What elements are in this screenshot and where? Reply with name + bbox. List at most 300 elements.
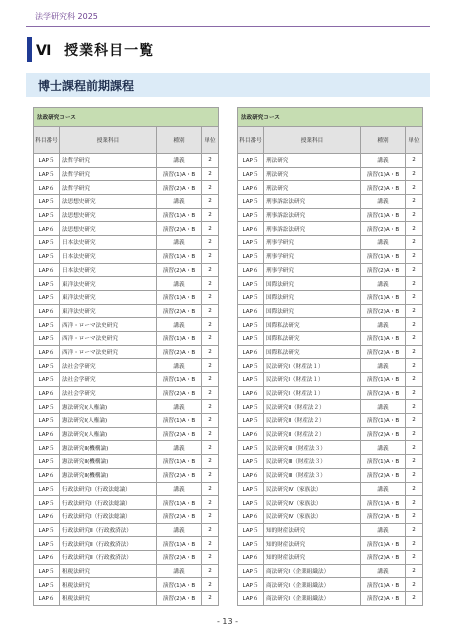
course-credits: 2 (406, 304, 423, 318)
course-type: 講義 (157, 441, 202, 455)
course-credits: 2 (202, 509, 219, 523)
course-credits: 2 (202, 578, 219, 592)
course-code: LAP５ (34, 359, 60, 373)
course-code: LAP５ (34, 236, 60, 250)
course-credits: 2 (406, 386, 423, 400)
course-code: LAP６ (34, 263, 60, 277)
course-credits: 2 (406, 441, 423, 455)
course-title: 西洋・ローマ法史研究 (60, 345, 157, 359)
course-title: 民法研究Ⅲ（財産法３） (264, 455, 361, 469)
course-type: 演習(1)A・B (361, 578, 406, 592)
course-credits: 2 (406, 550, 423, 564)
table-row (34, 154, 219, 168)
course-credits: 2 (202, 249, 219, 263)
table-row (238, 496, 423, 510)
course-credits: 2 (406, 290, 423, 304)
table-row (238, 154, 423, 168)
course-credits: 2 (202, 318, 219, 332)
column-header: 種別 (361, 127, 406, 154)
course-code: LAP５ (34, 154, 60, 168)
table-row (238, 441, 423, 455)
table-row (238, 167, 423, 181)
course-type: 講義 (361, 277, 406, 291)
course-type: 講義 (361, 441, 406, 455)
course-credits: 2 (406, 592, 423, 606)
table-row (34, 290, 219, 304)
course-type: 演習(2)A・B (157, 550, 202, 564)
course-code: LAP５ (238, 208, 264, 222)
course-credits: 2 (406, 537, 423, 551)
program-header: 法学研究科 2025 (35, 12, 98, 21)
course-title: 法社会学研究 (60, 373, 157, 387)
course-credits: 2 (202, 400, 219, 414)
course-title: 商法研究Ⅰ（企業組織法） (264, 564, 361, 578)
course-title: 行政法研究Ⅱ（行政救済法） (60, 550, 157, 564)
course-type: 演習(2)A・B (157, 345, 202, 359)
course-type: 演習(2)A・B (361, 345, 406, 359)
table-row (34, 482, 219, 496)
course-type: 演習(1)A・B (157, 414, 202, 428)
course-credits: 2 (406, 277, 423, 291)
course-title: 国際法研究 (264, 304, 361, 318)
table-row (34, 523, 219, 537)
table-row (34, 496, 219, 510)
course-credits: 2 (202, 331, 219, 345)
course-title: 刑事学研究 (264, 263, 361, 277)
course-credits: 2 (406, 345, 423, 359)
course-type: 演習(2)A・B (157, 386, 202, 400)
table-row (238, 455, 423, 469)
course-type: 演習(1)A・B (157, 331, 202, 345)
course-title: 刑事訴訟法研究 (264, 195, 361, 209)
table-row (238, 537, 423, 551)
course-title: 国際法研究 (264, 290, 361, 304)
course-code: LAP６ (34, 345, 60, 359)
course-type: 演習(1)A・B (361, 249, 406, 263)
course-type: 演習(2)A・B (361, 427, 406, 441)
course-type: 演習(2)A・B (157, 263, 202, 277)
table-row (34, 236, 219, 250)
course-title: 行政法研究Ⅰ（行政法総論） (60, 496, 157, 510)
course-title: 租税法研究 (60, 578, 157, 592)
table-row (34, 455, 219, 469)
course-table-left (33, 107, 219, 606)
course-type: 講義 (157, 154, 202, 168)
table-row (34, 249, 219, 263)
column-header: 単位 (406, 127, 423, 154)
course-credits: 2 (202, 304, 219, 318)
course-code: LAP５ (238, 195, 264, 209)
course-title: 国際私法研究 (264, 331, 361, 345)
course-credits: 2 (406, 222, 423, 236)
course-type: 講義 (361, 523, 406, 537)
table-row (34, 386, 219, 400)
table-row (34, 263, 219, 277)
course-credits: 2 (406, 359, 423, 373)
table-row (34, 373, 219, 387)
table-row (238, 290, 423, 304)
table-row (238, 249, 423, 263)
course-type: 講義 (361, 236, 406, 250)
course-title: 東洋法史研究 (60, 290, 157, 304)
table-row (238, 331, 423, 345)
course-type: 演習(1)A・B (361, 373, 406, 387)
course-code: LAP５ (238, 441, 264, 455)
course-title: 日本法史研究 (60, 249, 157, 263)
course-code: LAP５ (238, 455, 264, 469)
course-credits: 2 (406, 564, 423, 578)
course-type: 講義 (361, 359, 406, 373)
course-credits: 2 (202, 181, 219, 195)
course-credits: 2 (406, 373, 423, 387)
course-title: 刑法研究 (264, 154, 361, 168)
course-type: 演習(2)A・B (361, 222, 406, 236)
course-code: LAP５ (34, 208, 60, 222)
table-row (238, 373, 423, 387)
column-header: 単位 (202, 127, 219, 154)
course-code: LAP５ (34, 441, 60, 455)
course-code: LAP５ (238, 414, 264, 428)
course-credits: 2 (406, 427, 423, 441)
course-type: 講義 (157, 318, 202, 332)
table-row (238, 318, 423, 332)
course-code: LAP５ (34, 564, 60, 578)
course-type: 演習(1)A・B (157, 496, 202, 510)
course-type: 演習(2)A・B (361, 550, 406, 564)
header-rule (26, 26, 430, 27)
table-row (238, 468, 423, 482)
course-type: 講義 (361, 564, 406, 578)
table-row (34, 222, 219, 236)
course-name: 法政研究コース (34, 108, 219, 127)
table-row (238, 592, 423, 606)
section-accent-bar (27, 37, 32, 62)
table-row (238, 181, 423, 195)
course-title: 民法研究Ⅱ（財産法２） (264, 427, 361, 441)
course-type: 講義 (157, 236, 202, 250)
table-row (34, 318, 219, 332)
course-code: LAP６ (34, 181, 60, 195)
course-credits: 2 (202, 455, 219, 469)
table-row (34, 564, 219, 578)
course-credits: 2 (406, 578, 423, 592)
table-row (238, 236, 423, 250)
course-credits: 2 (202, 222, 219, 236)
course-title: 法哲学研究 (60, 167, 157, 181)
course-title: 東洋法史研究 (60, 277, 157, 291)
course-code: LAP５ (238, 249, 264, 263)
course-credits: 2 (406, 455, 423, 469)
course-title: 民法研究Ⅱ（財産法２） (264, 414, 361, 428)
course-type: 演習(1)A・B (361, 331, 406, 345)
table-row (34, 277, 219, 291)
course-code: LAP５ (238, 167, 264, 181)
course-code: LAP５ (34, 496, 60, 510)
course-code: LAP５ (34, 523, 60, 537)
table-row (238, 427, 423, 441)
course-title: 商法研究Ⅰ（企業組織法） (264, 592, 361, 606)
course-credits: 2 (202, 277, 219, 291)
course-credits: 2 (202, 208, 219, 222)
course-type: 演習(1)A・B (157, 290, 202, 304)
course-code: LAP５ (238, 277, 264, 291)
course-title: 民法研究Ⅳ（家族法） (264, 496, 361, 510)
course-code: LAP５ (238, 537, 264, 551)
course-credits: 2 (406, 195, 423, 209)
course-code: LAP５ (34, 290, 60, 304)
subsection-title: 博士課程前期課程 (38, 79, 135, 93)
table-row (238, 345, 423, 359)
course-type: 演習(2)A・B (361, 181, 406, 195)
course-type: 演習(1)A・B (361, 208, 406, 222)
course-code: LAP６ (238, 592, 264, 606)
course-type: 演習(1)A・B (157, 373, 202, 387)
course-title: 憲法研究Ⅰ(人権論) (60, 427, 157, 441)
course-title: 知的財産法研究 (264, 537, 361, 551)
course-type: 演習(2)A・B (361, 304, 406, 318)
course-title: 民法研究Ⅰ（財産法１） (264, 359, 361, 373)
course-type: 演習(2)A・B (157, 592, 202, 606)
table-row (34, 304, 219, 318)
table-row (34, 550, 219, 564)
course-title: 刑事学研究 (264, 249, 361, 263)
course-title: 民法研究Ⅳ（家族法） (264, 509, 361, 523)
course-code: LAP６ (238, 386, 264, 400)
table-row (238, 414, 423, 428)
course-code: LAP５ (34, 277, 60, 291)
course-type: 演習(2)A・B (361, 509, 406, 523)
course-credits: 2 (406, 236, 423, 250)
course-title: 法思想史研究 (60, 208, 157, 222)
course-title: 法哲学研究 (60, 181, 157, 195)
column-header: 科目番号 (34, 127, 60, 154)
course-type: 講義 (361, 318, 406, 332)
course-type: 講義 (361, 400, 406, 414)
course-credits: 2 (202, 523, 219, 537)
course-credits: 2 (202, 167, 219, 181)
course-code: LAP６ (34, 509, 60, 523)
course-title: 憲法研究Ⅰ(人権論) (60, 414, 157, 428)
course-type: 演習(1)A・B (361, 167, 406, 181)
table-row (34, 427, 219, 441)
course-code: LAP５ (34, 318, 60, 332)
course-credits: 2 (406, 482, 423, 496)
course-credits: 2 (406, 523, 423, 537)
course-type: 演習(2)A・B (361, 592, 406, 606)
course-code: LAP５ (34, 400, 60, 414)
course-type: 講義 (157, 359, 202, 373)
table-row (34, 359, 219, 373)
course-code: LAP６ (34, 386, 60, 400)
course-type: 講義 (157, 277, 202, 291)
course-code: LAP６ (34, 304, 60, 318)
course-title: 行政法研究Ⅰ（行政法総論） (60, 509, 157, 523)
course-code: LAP５ (238, 331, 264, 345)
course-type: 演習(2)A・B (361, 386, 406, 400)
table-row (34, 592, 219, 606)
course-code: LAP５ (238, 400, 264, 414)
table-row (238, 208, 423, 222)
column-header: 授業科目 (60, 127, 157, 154)
course-code: LAP５ (34, 331, 60, 345)
course-code: LAP５ (238, 564, 264, 578)
course-title: 民法研究Ⅰ（財産法１） (264, 373, 361, 387)
course-code: LAP６ (34, 550, 60, 564)
course-type: 演習(1)A・B (157, 167, 202, 181)
course-code: LAP５ (238, 523, 264, 537)
course-credits: 2 (202, 468, 219, 482)
course-credits: 2 (202, 154, 219, 168)
course-credits: 2 (202, 345, 219, 359)
table-row (34, 400, 219, 414)
course-credits: 2 (406, 509, 423, 523)
course-code: LAP６ (238, 509, 264, 523)
course-title: 商法研究Ⅰ（企業組織法） (264, 578, 361, 592)
course-code: LAP５ (34, 249, 60, 263)
course-code: LAP５ (34, 482, 60, 496)
table-row (238, 523, 423, 537)
course-title: 刑事訴訟法研究 (264, 222, 361, 236)
course-title: 民法研究Ⅲ（財産法３） (264, 468, 361, 482)
course-title: 憲法研究Ⅱ(機構論) (60, 468, 157, 482)
course-type: 演習(1)A・B (157, 578, 202, 592)
course-title: 民法研究Ⅰ（財産法１） (264, 386, 361, 400)
course-type: 演習(2)A・B (157, 181, 202, 195)
course-type: 演習(2)A・B (157, 427, 202, 441)
table-row (238, 195, 423, 209)
course-title: 憲法研究Ⅱ(機構論) (60, 455, 157, 469)
course-credits: 2 (202, 441, 219, 455)
column-header: 授業科目 (264, 127, 361, 154)
course-table-right (237, 107, 423, 606)
course-title: 知的財産法研究 (264, 550, 361, 564)
course-title: 民法研究Ⅳ（家族法） (264, 482, 361, 496)
course-type: 講義 (157, 400, 202, 414)
course-type: 演習(1)A・B (361, 537, 406, 551)
course-type: 講義 (361, 482, 406, 496)
course-code: LAP６ (238, 222, 264, 236)
course-credits: 2 (406, 167, 423, 181)
table-row (238, 386, 423, 400)
course-title: 西洋・ローマ法史研究 (60, 331, 157, 345)
course-title: 行政法研究Ⅱ（行政救済法） (60, 537, 157, 551)
course-title: 知的財産法研究 (264, 523, 361, 537)
course-title: 刑事学研究 (264, 236, 361, 250)
course-title: 法哲学研究 (60, 154, 157, 168)
course-code: LAP５ (34, 537, 60, 551)
course-type: 講義 (157, 195, 202, 209)
course-title: 日本法史研究 (60, 236, 157, 250)
course-title: 憲法研究Ⅰ(人権論) (60, 400, 157, 414)
course-type: 講義 (361, 154, 406, 168)
course-credits: 2 (202, 592, 219, 606)
course-code: LAP６ (34, 427, 60, 441)
course-code: LAP５ (34, 578, 60, 592)
course-credits: 2 (202, 564, 219, 578)
course-title: 法社会学研究 (60, 359, 157, 373)
course-type: 演習(1)A・B (361, 496, 406, 510)
course-title: 国際私法研究 (264, 345, 361, 359)
course-credits: 2 (406, 181, 423, 195)
table-row (34, 578, 219, 592)
table-row (34, 509, 219, 523)
course-credits: 2 (406, 318, 423, 332)
course-code: LAP５ (238, 236, 264, 250)
table-row (238, 359, 423, 373)
course-title: 国際私法研究 (264, 318, 361, 332)
course-code: LAP５ (238, 496, 264, 510)
course-code: LAP６ (238, 427, 264, 441)
course-title: 民法研究Ⅱ（財産法２） (264, 400, 361, 414)
course-type: 講義 (157, 482, 202, 496)
course-title: 刑法研究 (264, 181, 361, 195)
course-code: LAP６ (238, 263, 264, 277)
course-type: 演習(2)A・B (361, 263, 406, 277)
course-credits: 2 (406, 400, 423, 414)
course-code: LAP５ (238, 318, 264, 332)
course-code: LAP６ (238, 468, 264, 482)
course-type: 演習(1)A・B (361, 290, 406, 304)
course-credits: 2 (202, 537, 219, 551)
course-credits: 2 (202, 386, 219, 400)
course-type: 講義 (157, 523, 202, 537)
table-row (238, 550, 423, 564)
course-type: 演習(1)A・B (157, 455, 202, 469)
course-title: 租税法研究 (60, 592, 157, 606)
table-row (34, 181, 219, 195)
course-credits: 2 (202, 373, 219, 387)
column-header: 種別 (157, 127, 202, 154)
course-type: 演習(1)A・B (157, 208, 202, 222)
course-title: 東洋法史研究 (60, 304, 157, 318)
course-code: LAP５ (34, 167, 60, 181)
table-row (238, 400, 423, 414)
course-credits: 2 (406, 468, 423, 482)
course-credits: 2 (202, 290, 219, 304)
course-credits: 2 (202, 427, 219, 441)
table-row (238, 222, 423, 236)
course-code: LAP５ (34, 373, 60, 387)
table-row (34, 345, 219, 359)
course-title: 刑事訴訟法研究 (264, 208, 361, 222)
course-type: 演習(2)A・B (157, 509, 202, 523)
course-code: LAP５ (238, 578, 264, 592)
course-title: 法社会学研究 (60, 386, 157, 400)
table-row (238, 263, 423, 277)
course-code: LAP５ (34, 455, 60, 469)
course-credits: 2 (202, 496, 219, 510)
page-number: - 13 - (216, 617, 239, 626)
course-title: 国際法研究 (264, 277, 361, 291)
course-code: LAP６ (238, 181, 264, 195)
table-row (238, 509, 423, 523)
course-title: 刑法研究 (264, 167, 361, 181)
course-code: LAP６ (34, 468, 60, 482)
course-type: 演習(2)A・B (361, 468, 406, 482)
course-credits: 2 (406, 154, 423, 168)
course-title: 法思想史研究 (60, 195, 157, 209)
course-credits: 2 (202, 414, 219, 428)
table-row (238, 277, 423, 291)
table-row (34, 331, 219, 345)
section-number: Ⅵ (36, 43, 53, 59)
table-row (238, 482, 423, 496)
course-credits: 2 (406, 414, 423, 428)
course-title: 法思想史研究 (60, 222, 157, 236)
course-code: LAP５ (34, 195, 60, 209)
table-row (34, 195, 219, 209)
section-title-text: 授業科目一覧 (64, 43, 155, 59)
